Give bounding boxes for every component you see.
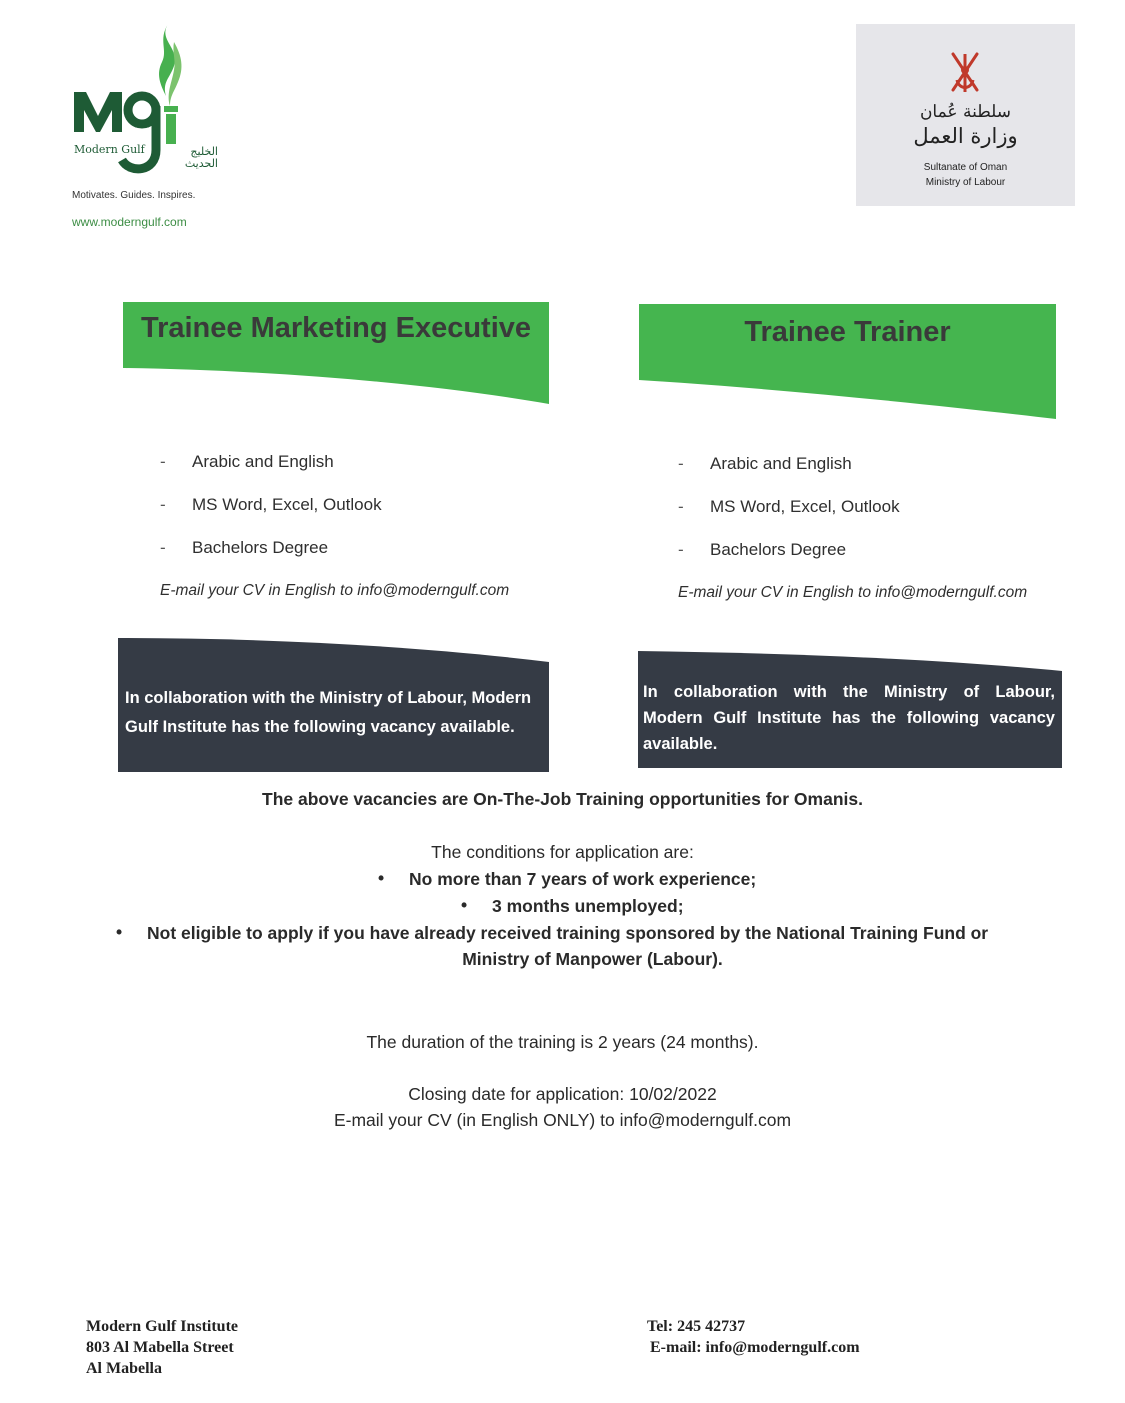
ministry-name-en-2: Ministry of Labour [925,177,1006,188]
job-header-trainer [639,304,1056,420]
ministry-name-ar-2: وزارة العمل [913,124,1018,148]
collab-line: In collaboration with the Ministry of Labour, Modern [125,689,532,707]
logo-tagline: Motivates. Guides. Inspires. [72,190,196,201]
collab-line: available. [643,735,718,753]
collaboration-banner [638,651,1062,768]
modern-gulf-logo [68,22,218,242]
requirement-text: Bachelors Degree [192,538,329,557]
job-title: Trainee Marketing Executive [140,312,532,344]
requirement-text: Bachelors Degree [710,540,847,559]
footer-street: 803 Al Mabella Street [86,1339,234,1356]
collab-line: Modern Gulf Institute has the following vacancy [643,709,1055,727]
requirement-text: MS Word, Excel, Outlook [192,495,382,514]
conditions-intro: The conditions for application are: [431,842,694,862]
ministry-name-ar-1: سلطنة عُمان [919,102,1012,122]
footer-contact [647,1316,860,1358]
job-header-marketing [123,302,549,406]
requirement-text: Arabic and English [192,452,334,471]
duration-text: The duration of the training is 2 years (24 months). [366,1032,759,1052]
footer-email: E-mail: info@moderngulf.com [650,1339,860,1356]
footer-area: Al Mabella [86,1360,162,1377]
closing-date: Closing date for application: 10/02/2022 [408,1084,717,1104]
logo-name-ar: الخليج الحديث [184,145,218,170]
email-note: E-mail your CV in English to info@moderngulf.com [678,584,1028,601]
footer-address [86,1316,238,1379]
collab-line: Gulf Institute has the following vacancy available. [125,718,515,736]
ministry-of-labour-logo [856,24,1075,206]
email-cv-text: E-mail your CV (in English ONLY) to info@moderngulf.com [333,1110,792,1130]
condition-text: Not eligible to apply if you have already received training sponsored by the National Training Fund or [147,923,989,943]
requirement-text: Arabic and English [710,454,852,473]
footer-org: Modern Gulf Institute [86,1318,238,1335]
condition-text: 3 months unemployed; [492,896,684,916]
footer-tel: Tel: 245 42737 [647,1318,746,1335]
logo-website: www.moderngulf.com [72,215,187,229]
collab-line: In collaboration with the Ministry of Labour, [643,683,1055,701]
job-title: Trainee Trainer [744,316,951,348]
ministry-name-en-1: Sultanate of Oman [923,162,1008,173]
condition-continuation: Ministry of Manpower (Labour). [462,949,723,969]
oman-emblem-icon [949,50,981,96]
email-note: E-mail your CV in English to info@moderngulf.com [160,582,510,599]
collaboration-banner [118,636,549,772]
condition-text: No more than 7 years of work experience; [409,869,757,889]
logo-name-en: Modern Gulf [74,143,145,156]
summary-text: The above vacancies are On-The-Job Training opportunities for Omanis. [262,789,863,809]
requirement-text: MS Word, Excel, Outlook [710,497,900,516]
